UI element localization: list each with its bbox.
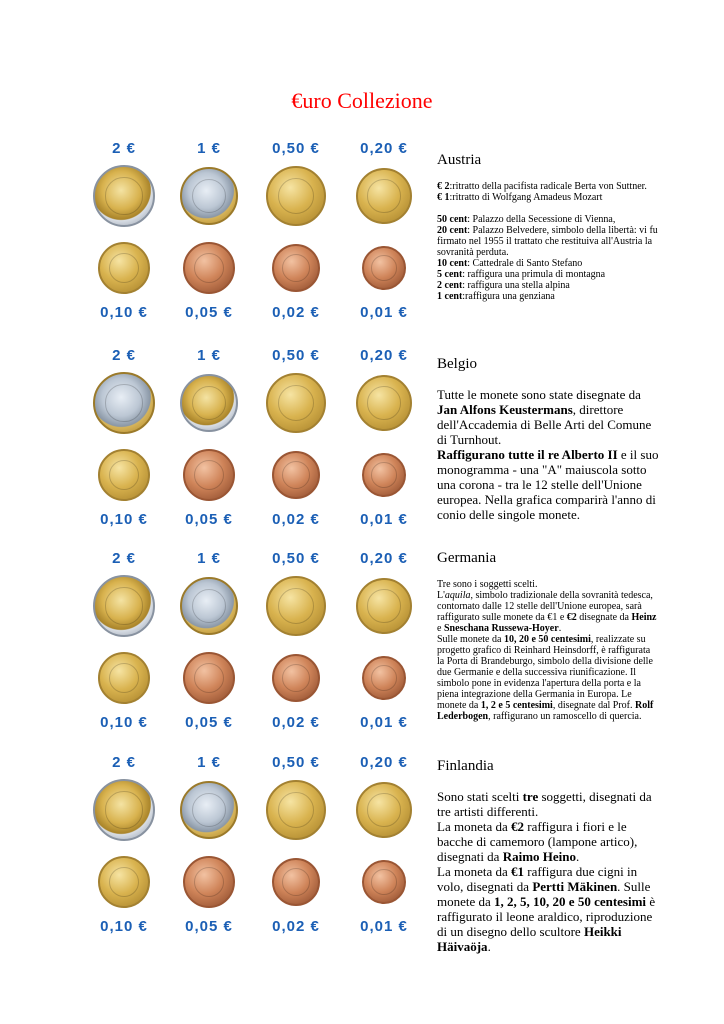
- coin-image: [266, 780, 326, 840]
- text-line: [437, 447, 659, 522]
- heading-germania: Germania: [437, 550, 497, 566]
- coin-value-label: 0,10 €: [100, 714, 148, 731]
- text-line: [437, 579, 659, 590]
- coin-value-label: 0,02 €: [272, 511, 320, 528]
- coin-image: [183, 449, 235, 501]
- coin-value-label: 1 €: [197, 347, 221, 364]
- text-run: , realizzate su progetto grafico di Reinhard Heinsdorff, è raffigurata la Porta di Brandeburgo, simbolo della divisione delle due Germanie e della successiva riunificazione. Il simbolo pone in evidenza l'apertura della porta e la piena integrazione della Germania in Europa. Le monete da: [437, 634, 653, 711]
- text-run: aquila: [444, 590, 471, 601]
- coin-value-label: 0,50 €: [272, 754, 320, 771]
- text-run: €2: [566, 612, 577, 623]
- coin-image: [362, 453, 406, 497]
- text-run: 10, 20 e 50 centesimi: [503, 634, 591, 645]
- text-line: [437, 258, 659, 269]
- coin-value-label: 0,05 €: [185, 714, 233, 731]
- coin-image: [98, 652, 150, 704]
- text-run: :ritratto di Wolfgang Amadeus Mozart: [449, 192, 603, 203]
- coin-image: [180, 577, 238, 635]
- coin-value-label: 0,05 €: [185, 918, 233, 935]
- coin-image: [356, 578, 412, 634]
- coin-image: [180, 167, 238, 225]
- germania-paragraph: [437, 579, 659, 722]
- text-run: €2: [511, 819, 524, 834]
- coin-value-label: 0,50 €: [272, 550, 320, 567]
- text-run: , simbolo tradizionale della sovranità tedesca, contornato dalle 12 stelle dell'Unione europea, sarà raffigurato sulle monete da €1 e: [437, 590, 653, 623]
- section-germania: [437, 550, 659, 722]
- text-run: 1, 2, 5, 10, 20 e 50 centesimi: [494, 894, 647, 909]
- coin-value-label: 0,20 €: [360, 347, 408, 364]
- coin-image: [266, 373, 326, 433]
- finlandia-paragraph: [437, 789, 659, 954]
- text-run: : Palazzo della Secessione di Vienna,: [467, 214, 616, 225]
- coin-value-label: 0,50 €: [272, 140, 320, 157]
- text-run: Raimo Heino: [502, 849, 577, 864]
- coin-image: [356, 782, 412, 838]
- text-line: [437, 181, 659, 192]
- text-run: .: [576, 849, 580, 864]
- text-run: 1 cent: [437, 291, 463, 302]
- text-run: Tre sono i soggetti scelti.: [437, 579, 538, 590]
- coin-value-label: 0,20 €: [360, 140, 408, 157]
- coin-value-label: 0,01 €: [360, 511, 408, 528]
- coin-value-label: 2 €: [112, 754, 136, 771]
- text-run: Heinz: [631, 612, 657, 623]
- coin-value-label: 2 €: [112, 140, 136, 157]
- text-run: Heikki Häivaöja: [437, 924, 622, 954]
- text-run: 10 cent: [437, 258, 468, 269]
- coin-value-label: 0,02 €: [272, 304, 320, 321]
- text-run: è raffigurato il leone araldico, riproduzione di un disegno dello scultore: [437, 894, 656, 939]
- text-run: La moneta da: [437, 819, 511, 834]
- coin-image: [356, 375, 412, 431]
- text-run: Raffigurano tutte il re Alberto II: [437, 447, 618, 462]
- coin-value-label: 2 €: [112, 550, 136, 567]
- heading-belgio: Belgio: [437, 356, 477, 372]
- text-run: :ritratto della pacifista radicale Berta von Suttner.: [449, 181, 647, 192]
- coin-value-label: 0,10 €: [100, 511, 148, 528]
- text-run: Jan Alfons Keustermans: [437, 402, 573, 417]
- text-run: 50 cent: [437, 214, 468, 225]
- text-run: , disegnate dal Prof.: [552, 700, 636, 711]
- text-run: € 2: [437, 181, 450, 192]
- text-run: e il suo monogramma - una "A" maiuscola sotto una corona - tra le 12 stelle dell'Unione europea. Nella grafica comparirà l'anno di conio delle singole monete.: [437, 447, 659, 522]
- text-line: [437, 864, 659, 954]
- coin-value-label: 0,10 €: [100, 918, 148, 935]
- coin-image: [98, 856, 150, 908]
- section-finlandia: [437, 758, 659, 954]
- page-title: €uro Collezione: [291, 88, 433, 113]
- coin-value-label: 0,20 €: [360, 550, 408, 567]
- text-line: [437, 280, 659, 291]
- text-run: . Sulle monete da: [437, 879, 651, 909]
- coin-image: [266, 576, 326, 636]
- coin-value-label: 1 €: [197, 754, 221, 771]
- text-run: La moneta da: [437, 864, 511, 879]
- coin-image: [93, 779, 155, 841]
- text-run: Rolf Lederbogen: [437, 700, 654, 722]
- text-line: [437, 214, 659, 225]
- text-run: Sono stati scelti: [437, 789, 523, 804]
- text-run: raffigura i fiori e le bacche di camemoro (lampone artico), disegnati da: [437, 819, 638, 864]
- text-run: Sulle monete da: [437, 634, 504, 645]
- text-run: , raffigurano un ramoscello di quercia.: [488, 711, 642, 722]
- text-run: € 1: [437, 192, 450, 203]
- text-run: .: [487, 939, 491, 954]
- section-belgio: [437, 356, 659, 522]
- coin-image: [93, 165, 155, 227]
- text-run: disegnate da: [576, 612, 632, 623]
- coin-image: [266, 166, 326, 226]
- austria-paragraph: [437, 214, 659, 302]
- coin-image: [272, 858, 320, 906]
- text-line: [437, 590, 659, 634]
- coin-image: [362, 656, 406, 700]
- text-run: : Cattedrale di Santo Stefano: [467, 258, 583, 269]
- text-run: raffigura due cigni in volo, disegnati da: [437, 864, 638, 894]
- coin-image: [98, 449, 150, 501]
- text-line: [437, 634, 659, 722]
- coin-value-label: 0,05 €: [185, 511, 233, 528]
- coin-value-label: 0,10 €: [100, 304, 148, 321]
- text-run: : Palazzo Belvedere, simbolo della libertà: vi fu firmato nel 1955 il trattato che restituiva all'Austria la sovranità perduta.: [437, 225, 658, 258]
- coin-value-label: 0,01 €: [360, 714, 408, 731]
- text-run: : raffigura una primula di montagna: [462, 269, 606, 280]
- coin-value-label: 2 €: [112, 347, 136, 364]
- coins-germania: [92, 548, 412, 738]
- text-run: :raffigura una genziana: [462, 291, 555, 302]
- text-line: [437, 192, 659, 203]
- coin-image: [362, 246, 406, 290]
- text-run: €1: [511, 864, 524, 879]
- coin-image: [180, 374, 238, 432]
- text-line: [437, 387, 659, 447]
- coin-value-label: 0,02 €: [272, 714, 320, 731]
- text-line: [437, 225, 659, 258]
- belgio-paragraph: [437, 387, 659, 522]
- coin-value-label: 1 €: [197, 550, 221, 567]
- text-line: [437, 269, 659, 280]
- coin-image: [183, 652, 235, 704]
- austria-paragraph: [437, 181, 659, 203]
- coin-image: [93, 372, 155, 434]
- coin-image: [93, 575, 155, 637]
- text-run: .: [558, 623, 562, 634]
- coin-value-label: 0,50 €: [272, 347, 320, 364]
- coin-image: [272, 244, 320, 292]
- coins-austria: [92, 138, 412, 328]
- heading-finlandia: Finlandia: [437, 758, 494, 774]
- coin-image: [183, 242, 235, 294]
- text-run: Pertti Mäkinen: [532, 879, 618, 894]
- coin-image: [180, 781, 238, 839]
- coin-image: [362, 860, 406, 904]
- coin-value-label: 1 €: [197, 140, 221, 157]
- text-line: [437, 819, 659, 864]
- coins-finlandia: [92, 752, 412, 942]
- text-run: soggetti, disegnati da tre artisti differenti.: [437, 789, 652, 819]
- text-run: 1, 2 e 5 centesimi: [480, 700, 553, 711]
- heading-austria: Austria: [437, 152, 482, 168]
- coin-image: [272, 654, 320, 702]
- coin-value-label: 0,05 €: [185, 304, 233, 321]
- coin-value-label: 0,01 €: [360, 304, 408, 321]
- coin-image: [356, 168, 412, 224]
- coin-value-label: 0,02 €: [272, 918, 320, 935]
- text-run: L': [437, 590, 445, 601]
- section-austria: [437, 152, 659, 302]
- text-run: e: [437, 623, 444, 634]
- coin-image: [183, 856, 235, 908]
- text-run: Tutte le monete sono state disegnate da: [437, 387, 641, 402]
- coin-value-label: 0,01 €: [360, 918, 408, 935]
- text-run: 2 cent: [437, 280, 463, 291]
- text-run: tre: [522, 789, 539, 804]
- text-run: 5 cent: [437, 269, 463, 280]
- text-run: , direttore dell'Accademia di Belle Arti del Comune di Turnhout.: [437, 402, 652, 447]
- coin-image: [272, 451, 320, 499]
- coin-image: [98, 242, 150, 294]
- text-run: Sneschana Russewa-Hoyer: [443, 623, 559, 634]
- coins-belgio: [92, 345, 412, 535]
- text-run: : raffigura una stella alpina: [462, 280, 570, 291]
- text-line: [437, 789, 659, 819]
- text-run: 20 cent: [437, 225, 468, 236]
- text-line: [437, 291, 659, 302]
- coin-value-label: 0,20 €: [360, 754, 408, 771]
